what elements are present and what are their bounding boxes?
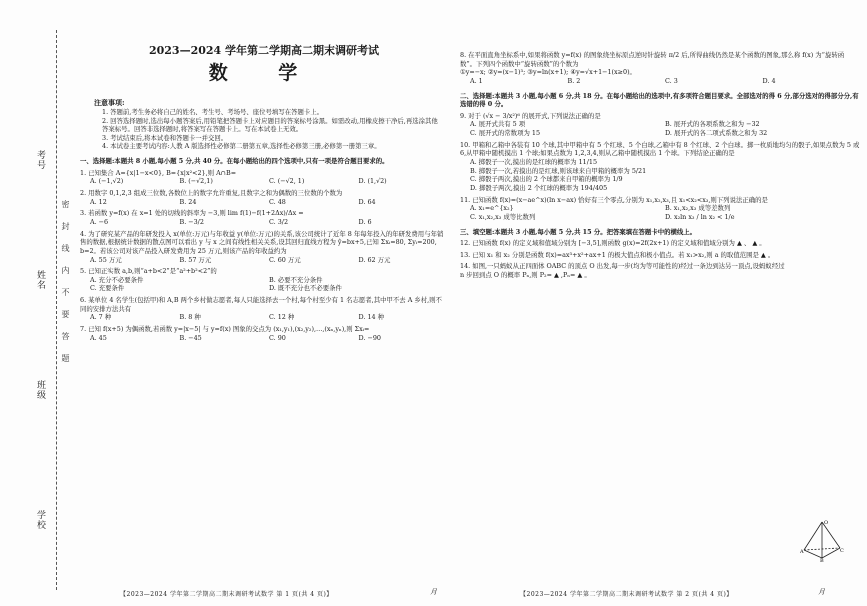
option-c: C. 掷骰子两次,摸出的 2 个球都来自甲箱的概率为 1/9: [470, 175, 623, 184]
question-stem: 9. 对于 (√x − 3/x²)⁶ 的展开式,下列说法正确的是: [460, 111, 601, 120]
option-b: B. (−√2,1): [179, 177, 213, 186]
question-7: [80, 325, 448, 342]
option-a: A. 7 种: [90, 313, 112, 322]
option-d: D. −90: [358, 333, 381, 342]
option-c: C. x₁,x₂,x₃ 成等比数列: [470, 212, 536, 221]
exam-no-label: 考号: [35, 150, 45, 170]
option-b: B. 8 种: [179, 313, 201, 322]
question-5: [80, 267, 448, 293]
question-stem: 4. 为了研究某产品的年研发投入 x(单位:万元)与年收益 y(单位:万元)的关系,该公司统计了近年 8 年每年投入的年研发费用与年销售的数据,根据统计数据的散点图可以看出 y 与 x 之间有线性相关关系,设其回归直线方程为 ŷ=bx+5,已知 Σxᵢ=80, Σyᵢ=200, b=2。若该公司对该产品投入研发费用为 25 万元,则该产品的年收益约为: [80, 229, 444, 255]
question-stem: 3. 若函数 y=f(x) 在 x=1 处的切线的斜率为 −3,则 lim f(1)−f(1+2Δx)/Δx =: [80, 209, 304, 218]
seal-text: 密封线内不要答题: [61, 200, 70, 376]
note-item: 4. 本试卷主要考试内容:人教 A 版选择性必修第二册第五章,选择性必修第三册,必修第一册第三章。: [102, 142, 381, 151]
question-stem: 5. 已知正实数 a,b,则“a+b<2”是“a²+b²<2”的: [80, 267, 217, 276]
page-mark-right: 月: [818, 588, 825, 596]
option-a: A. 充分不必要条件: [90, 275, 144, 284]
exam-title: 2023—2024 学年第二学期高二期末调研考试: [148, 44, 380, 57]
question-3: [80, 209, 448, 226]
option-a: A. 55 万元: [90, 255, 122, 264]
option-d: D. 展开式的各二项式系数之和为 32: [665, 129, 768, 138]
question-8: [460, 51, 860, 86]
option-d: D. 14 种: [358, 313, 385, 322]
vertex-o-label: O: [824, 520, 829, 526]
question-stem: 6. 某单位 4 名学生(包括甲)和 A,B 两个乡村做志愿者,每人只能选择去一个村,每个村至少有 1 名志愿者,其中甲不去 A 乡村,则不同的安排方法共有: [80, 296, 442, 313]
question-10: [460, 141, 860, 193]
question-12: 12. 已知函数 f(x) 的定义域和值域分别为 [−3,5],则函数 g(x)=2f(2x+1) 的定义域和值域分别为 ▲ 、 ▲ 。: [460, 239, 766, 248]
option-a: A. (−1,√2): [90, 177, 124, 186]
seal-line: [56, 30, 57, 590]
option-b: B. 必要不充分条件: [269, 275, 323, 284]
option-b: B. −3/2: [179, 217, 204, 226]
footer-right: 【2023—2024 学年第二学期高二期末调研考试数学 第 2 页(共 4 页)】: [520, 591, 733, 598]
option-c: C. (−√2, 1): [269, 177, 305, 186]
vertex-a-label: A: [800, 549, 804, 555]
option-a: A. x₁=e^{x₂}: [470, 204, 514, 213]
right-column: [460, 48, 860, 280]
option-d: D. 掷骰子两次,摸出 2 个红球的概率为 194/405: [470, 183, 608, 192]
note-item: 2. 回答选择题时,选出每小题答案后,用铅笔把答题卡上对应题目的答案标号涂黑。如需改动,用橡皮擦干净后,再选涂其他答案标号。回答非选择题时,将答案写在答题卡上。写在本试卷上无效。: [102, 116, 438, 134]
left-column: [80, 0, 448, 342]
school-label: 学校: [35, 510, 45, 530]
note-item: 3. 考试结束后,将本试卷和答题卡一并交回。: [102, 133, 228, 142]
name-label: 姓名: [35, 270, 45, 290]
question-stem: 2. 用数字 0,1,2,3 组成三位数,各数位上的数字允许重复,且数字之和为偶数的三位数的个数为: [80, 189, 343, 198]
option-b: B. x₁,x₂,x₃ 成等差数列: [665, 204, 731, 213]
option-d: D. (1,√2): [358, 177, 387, 186]
question-stem: 11. 已知函数 f(x)=(x−ae^x)(ln x−ax) 恰好有三个零点,分别为 x₁,x₂,x₃,且 x₁<x₂<x₃,则下列说法正确的是: [460, 195, 768, 204]
section-2-heading: 二、选择题:本题共 3 小题,每小题 6 分,共 18 分。在每小题给出的选项中,有多项符合题目要求。全部选对的得 6 分,部分选对的得部分分,有选错的得 0 分。: [460, 91, 859, 109]
option-c: C. 90: [269, 333, 286, 342]
class-label: 班级: [35, 380, 45, 400]
option-c: C. 12 种: [269, 313, 295, 322]
option-d: D. 4: [762, 76, 776, 85]
question-9: [460, 112, 860, 138]
option-c: C. 充要条件: [90, 284, 125, 293]
subject-title: 数 学: [208, 61, 320, 84]
option-b: B. −45: [179, 333, 202, 342]
binding-margin: [0, 0, 78, 606]
page-mark-left: 月: [430, 588, 437, 596]
option-a: A. 45: [90, 333, 107, 342]
option-b: B. 57 万元: [179, 255, 212, 264]
option-a: A. 12: [90, 197, 107, 206]
question-14: 14. 如图,一只蚂蚁从正四面体 OABC 的顶点 O 出发,每一步(均为等可能性的)经过一条边到达另一顶点,设蚂蚁经过 n 步回到点 O 的概率 Pₙ,则 P₂= ▲ ,Pₙ= ▲ 。: [460, 262, 785, 280]
section-3-heading: 三、填空题:本题共 3 小题,每小题 5 分,共 15 分。把答案填在答题卡中的横线上。: [460, 227, 697, 236]
question-2: [80, 189, 448, 206]
question-13: 13. 已知 x₁ 和 x₂ 分别是函数 f(x)=ax³+x²+ax+1 的极大值点和极小值点。若 x₁>x₂,则 a 的取值范围是 ▲ 。: [460, 250, 775, 259]
option-c: C. 3: [665, 76, 678, 85]
option-b: B. 2: [567, 76, 581, 85]
question-stem: 10. 甲箱和乙箱中各装有 10 个球,其中甲箱中有 5 个红球、5 个白球,乙箱中有 8 个红球、2 个白球。掷一枚质地均匀的骰子,如果点数为 5 或 6,从甲箱中随机摸出 1 个球;如果点数为 1,2,3,4,则从乙箱中随机摸出 1 个球。下列结论正确的是: [460, 140, 860, 158]
tetrahedron-figure: [800, 518, 844, 562]
option-b: B. 24: [179, 197, 197, 206]
option-c: C. 3/2: [269, 217, 289, 226]
option-d: D. 62 万元: [358, 255, 391, 264]
option-d: D. x₂ln x₃ / ln x₂ < 1/e: [665, 212, 735, 221]
question-1: [80, 169, 448, 186]
option-a: A. 1: [470, 76, 483, 85]
option-c: C. 展开式的常数项为 15: [470, 129, 541, 138]
question-6: [80, 296, 448, 322]
option-d: D. 既不充分也不必要条件: [269, 284, 342, 293]
option-a: A. 展开式共有 5 项: [470, 120, 526, 129]
function-list: ①y=−x; ②y=(x−1)³; ③y=ln(x+1); ④y=√x+1−1(x≥0)。: [460, 68, 636, 77]
question-4: [80, 230, 448, 265]
note-item: 1. 答题前,考生务必将自己的姓名、考生号、考场号、座位号填写在答题卡上。: [102, 107, 324, 116]
option-a: A. −6: [90, 217, 109, 226]
question-stem: 1. 已知集合 A={x|1−x<0}, B={x|x²<2},则 A∩B=: [80, 168, 237, 177]
option-d: D. 6: [358, 217, 372, 226]
option-c: C. 48: [269, 197, 286, 206]
question-stem: 7. 已知 f(x+5) 为偶函数,若函数 y=|x−5| 与 y=f(x) 图象的交点为 (x₁,y₁),(x₂,y₂),…,(xₙ,yₙ),则 Σxᵢ=: [80, 325, 370, 334]
vertex-b-label: B: [820, 558, 824, 562]
question-11: [460, 196, 860, 222]
question-stem: 8. 在平面直角坐标系中,如果将函数 y=f(x) 的图象绕坐标原点逆时针旋转 π/2 后,所得曲线仍然是某个函数的图象,那么称 f(x) 为“旋转函数”。下列四个函数中“旋转函数”的个数为: [460, 51, 845, 68]
option-c: C. 60 万元: [269, 255, 301, 264]
notes-heading: 注意事项:: [94, 98, 125, 108]
option-a: A. 掷骰子一次,摸出的是红球的概率为 11/15: [470, 158, 598, 167]
option-b: B. 掷骰子一次,若摸出的是红球,则该球来自甲箱的概率为 5/21: [470, 166, 647, 175]
footer-left: 【2023—2024 学年第二学期高二期末调研考试数学 第 1 页(共 4 页)】: [120, 591, 333, 598]
option-b: B. 展开式的各项系数之和为 −32: [665, 120, 760, 129]
vertex-c-label: C: [840, 548, 844, 554]
option-d: D. 64: [358, 197, 376, 206]
section-1-heading: 一、选择题:本题共 8 小题,每小题 5 分,共 40 分。在每小题给出的四个选项中,只有一项是符合题目要求的。: [80, 157, 389, 166]
